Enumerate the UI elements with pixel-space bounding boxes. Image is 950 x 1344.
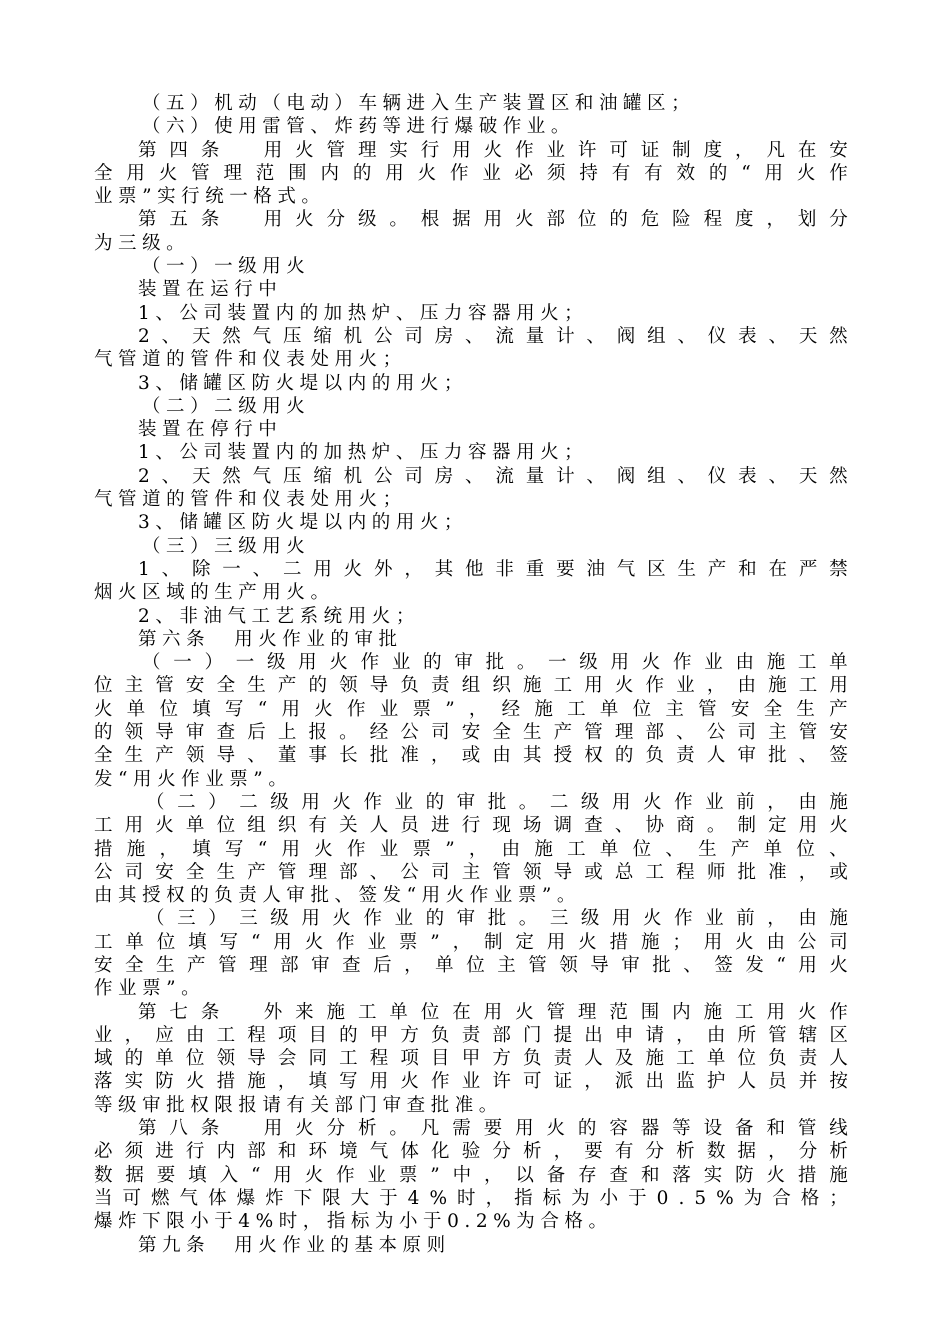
document-line: 第 八 条 用 火 分 析 。 凡 需 要 用 火 的 容 器 等 设 备 和 管 线: [138, 1118, 848, 1140]
document-line: 当 可 燃 气 体 爆 炸 下 限 大 于 4 % 时 ， 指 标 为 小 于 0 . 5 % 为 合 格 ；: [94, 1187, 848, 1209]
document-line: 业 ， 应 由 工 程 项 目 的 甲 方 负 责 部 门 提 出 申 请 ， 由 所 管 辖 区: [94, 1024, 848, 1046]
document-line: （六）使用雷管、炸药等进行爆破作业。: [142, 116, 575, 138]
document-line: 1、公司装置内的加热炉、压力容器用火；: [138, 302, 589, 324]
document-line: 全 生 产 领 导 、 董 事 长 批 准 ， 或 由 其 授 权 的 负 责 人 审 批 、 签: [94, 745, 848, 767]
document-line: （ 二 ） 二 级 用 火 作 业 的 审 批 。 二 级 用 火 作 业 前 ， 由 施: [146, 791, 848, 813]
document-line: 工 用 火 单 位 组 织 有 关 人 员 进 行 现 场 调 查 、 协 商 。 制 定 用 火: [94, 815, 848, 837]
document-line: 工 单 位 填 写 “ 用 火 作 业 票 ” ， 制 定 用 火 措 施 ； 用 火 由 公 司: [94, 931, 848, 953]
document-line: 必 须 进 行 内 部 和 环 境 气 体 化 验 分 析 ， 要 有 分 析 数 据 ， 分 析: [94, 1141, 848, 1163]
document-line: 装置在运行中: [138, 279, 283, 301]
document-line: 气管道的管件和仪表处用火；: [94, 349, 407, 371]
document-line: （二）二级用火: [142, 395, 311, 417]
document-line: 位 主 管 安 全 生 产 的 领 导 负 责 组 织 施 工 用 火 作 业 ， 由 施 工 用: [94, 675, 848, 697]
document-line: （五）机动（电动）车辆进入生产装置区和油罐区；: [142, 93, 696, 114]
document-line: 烟火区域的生产用火。: [94, 582, 335, 604]
document-line: 3、储罐区防火堤以内的用火；: [138, 512, 468, 534]
document-line: （ 一 ） 一 级 用 火 作 业 的 审 批 。 一 级 用 火 作 业 由 施 工 单: [142, 652, 848, 674]
document-line: 爆炸下限小于4%时，指标为小于0.2%为合格。: [94, 1211, 613, 1233]
document-line: 落 实 防 火 措 施 ， 填 写 用 火 作 业 许 可 证 ， 派 出 监 护 人 员 并 按: [94, 1071, 848, 1093]
document-line: 第 五 条 用 火 分 级 。 根 据 用 火 部 位 的 危 险 程 度 ， 划 分: [138, 209, 848, 231]
document-body: [94, 92, 848, 1257]
document-line: 火 单 位 填 写 “ 用 火 作 业 票 ” ， 经 施 工 单 位 主 管 安 全 生 产: [94, 698, 848, 720]
document-line: 3、储罐区防火堤以内的用火；: [138, 372, 468, 394]
document-line: 发“用火作业票”。: [94, 768, 293, 790]
document-line: 第九条 用火作业的基本原则: [138, 1234, 451, 1256]
document-line: 由其授权的负责人审批、签发“用火作业票”。: [94, 885, 581, 907]
document-line: 的 领 导 审 查 后 上 报 。 经 公 司 安 全 生 产 管 理 部 、 公 司 主 管 安: [94, 722, 848, 744]
document-line: 数 据 要 填 入 “ 用 火 作 业 票 ” 中 ， 以 备 存 查 和 落 实 防 火 措 施: [94, 1164, 848, 1186]
document-line: 气管道的管件和仪表处用火；: [94, 489, 407, 511]
document-line: 1、公司装置内的加热炉、压力容器用火；: [138, 442, 589, 464]
document-line: 全 用 火 管 理 范 围 内 的 用 火 作 业 必 须 持 有 有 效 的 “ 用 火 作: [94, 162, 848, 184]
document-line: 2、非油气工艺系统用火；: [138, 605, 420, 627]
document-line: 1 、 除 一 、 二 用 火 外 ， 其 他 非 重 要 油 气 区 生 产 和 在 严 禁: [138, 558, 848, 580]
document-line: 作业票”。: [94, 978, 206, 1000]
document-line: 第 四 条 用 火 管 理 实 行 用 火 作 业 许 可 证 制 度 ， 凡 在 安: [138, 139, 848, 161]
document-line: 2 、 天 然 气 压 缩 机 公 司 房 、 流 量 计 、 阀 组 、 仪 表 、 天 然: [138, 465, 848, 487]
document-line: 等级审批权限报请有关部门审查批准。: [94, 1094, 503, 1116]
document-line: 第六条 用火作业的审批: [138, 628, 403, 650]
document-line: （ 三 ） 三 级 用 火 作 业 的 审 批 。 三 级 用 火 作 业 前 ， 由 施: [146, 908, 848, 930]
document-line: 域 的 单 位 领 导 会 同 工 程 项 目 甲 方 负 责 人 及 施 工 单 位 负 责 人: [94, 1048, 848, 1070]
document-line: 公 司 安 全 生 产 管 理 部 、 公 司 主 管 领 导 或 总 工 程 师 批 准 ， 或: [94, 861, 848, 883]
document-line: 2 、 天 然 气 压 缩 机 公 司 房 、 流 量 计 、 阀 组 、 仪 表 、 天 然: [138, 325, 848, 347]
document-line: 业票”实行统一格式。: [94, 186, 326, 208]
document-line: 装置在停行中: [138, 419, 283, 441]
document-line: 措 施 ， 填 写 “ 用 火 作 业 票 ” ， 由 施 工 单 位 、 生 产 单 位 、: [94, 838, 848, 860]
document-line: 第 七 条 外 来 施 工 单 位 在 用 火 管 理 范 围 内 施 工 用 火 作: [138, 1001, 848, 1023]
document-line: （一）一级用火: [142, 256, 311, 278]
document-line: （三）三级用火: [142, 535, 311, 557]
document-line: 安 全 生 产 管 理 部 审 查 后 ， 单 位 主 管 领 导 审 批 、 签 发 “ 用 火: [94, 954, 848, 976]
document-line: 为三级。: [94, 232, 191, 254]
